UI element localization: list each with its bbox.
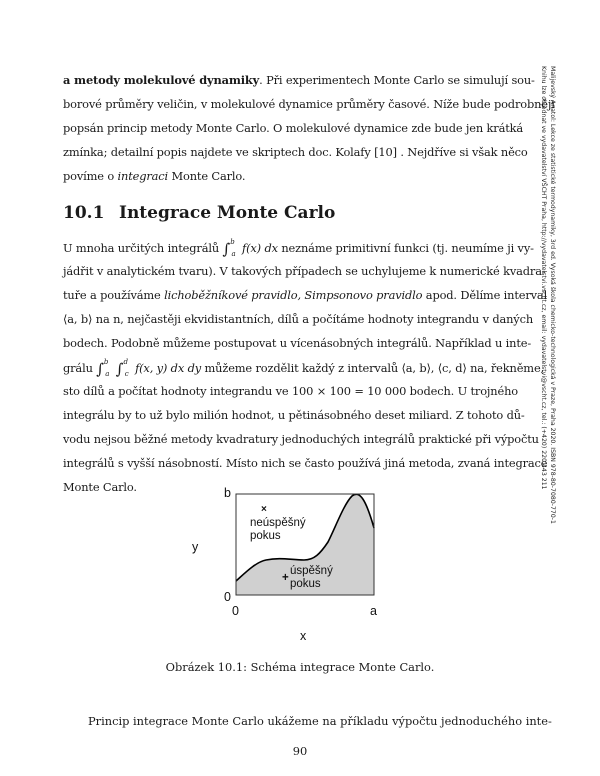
copyright-line-1: Malijevský Anatol: Lekce ze statistické termodynamiky, 3rd ed. Vysoká škola chemicko-technologická v Praze, Praha 2020. ISBN 978-80-7080-770-1	[549, 66, 556, 524]
body-line-6: grálu ∫$^b_a$ ∫$^d_c$ f(x, y) dx dy můžeme rozdělit každý z intervalů ⟨a, b⟩, ⟨c, d⟩ na, řekněme,	[63, 358, 545, 378]
body-line-4: ⟨a, b⟩ na n, nejčastěji ekvidistantních, dílů a počítáme hodnoty integrandu v daných	[63, 312, 534, 326]
y-min-label: 0	[224, 590, 231, 604]
intro-line-1: a metody molekulové dynamiky. Při experimentech Monte Carlo se simulují sou-	[63, 73, 535, 87]
copyright-sidebar	[537, 66, 557, 586]
miss-marker-icon: ×	[261, 504, 267, 515]
x-axis-label: x	[300, 629, 307, 643]
body-line-7: sto dílů a počítat hodnoty integrandu ve 100 × 100 = 10 000 bodech. U trojného	[63, 384, 518, 398]
integrand: f(x, y) dx dy	[135, 361, 202, 375]
section-title: Integrace Monte Carlo	[119, 203, 336, 223]
miss-label: neúspěšný pokus	[250, 517, 306, 542]
body-line-9: vodu nejsou běžné metody kvadratury jednoduchých integrálů praktické při výpočtu	[63, 432, 539, 446]
body-line-8: integrálu by to už bylo milión hodnot, u pětinásobného deset miliard. Z tohoto dů-	[63, 408, 525, 422]
copyright-line-2: Knihu lze objednat ve vydavatelství VŠCHT Praha, http://vydavatelstvi.vscht.cz, email: vydavatelstvi@vscht.cz, tel.: (+420) 220 443 211	[540, 66, 547, 490]
intro-line-4: zmínka; detailní popis najdete ve skriptech doc. Kolafy [10] . Nejdříve si však něco	[63, 145, 528, 159]
bold-term: a metody molekulové dynamiky	[63, 73, 260, 87]
section-number: 10.1	[63, 203, 105, 223]
body-line-2: jádřit v analytickém tvaru). V takových případech se uchylujeme k numerické kvadra-	[63, 264, 546, 278]
italic-rules: lichoběžníkové pravidlo, Simpsonovo pravidlo	[164, 288, 423, 302]
body-line-5: bodech. Podobně můžeme postupovat u vícenásobných integrálů. Například u inte-	[63, 336, 532, 350]
x-min-label: 0	[232, 604, 239, 618]
next-paragraph-line: Princip integrace Monte Carlo ukážeme na příkladu výpočtu jednoduchého inte-	[88, 714, 552, 728]
intro-line-2: borové průměry veličin, v molekulové dynamice průměry časové. Níže bude podrobněji	[63, 97, 555, 111]
integral-sign: ∫	[222, 240, 231, 258]
body-line-3: tuře a používáme lichoběžníkové pravidlo, Simpsonovo pravidlo apod. Dělíme interval	[63, 288, 548, 302]
y-max-label: b	[224, 486, 231, 500]
intro-line-5: povíme o integraci Monte Carlo.	[63, 169, 246, 183]
integral-sign: ∫	[96, 360, 104, 378]
figure-caption: Obrázek 10.1: Schéma integrace Monte Carlo.	[165, 660, 435, 674]
section-heading	[63, 203, 335, 223]
integral-sign: ∫	[115, 360, 124, 378]
monte-carlo-figure	[180, 480, 420, 650]
y-axis-label: y	[192, 540, 199, 554]
x-max-label: a	[370, 604, 377, 618]
integrand: f(x) dx	[242, 241, 278, 255]
body-line-1: U mnoha určitých integrálů ∫$^b_a$ f(x) dx neznáme primitivní funkci (tj. neumíme ji vy-	[63, 238, 534, 258]
hit-label: úspěšný pokus	[290, 565, 333, 590]
intro-line-3: popsán princip metody Monte Carlo. O molekulové dynamice zde bude jen krátká	[63, 121, 524, 135]
page-number: 90	[292, 744, 308, 758]
italic-term: integraci	[117, 169, 169, 183]
hit-marker-icon: +	[282, 572, 289, 584]
body-line-10: integrálů s vyšší násobností. Místo nich se často používá jiná metoda, zvaná integrace	[63, 456, 548, 470]
body-line-11: Monte Carlo.	[63, 480, 137, 494]
